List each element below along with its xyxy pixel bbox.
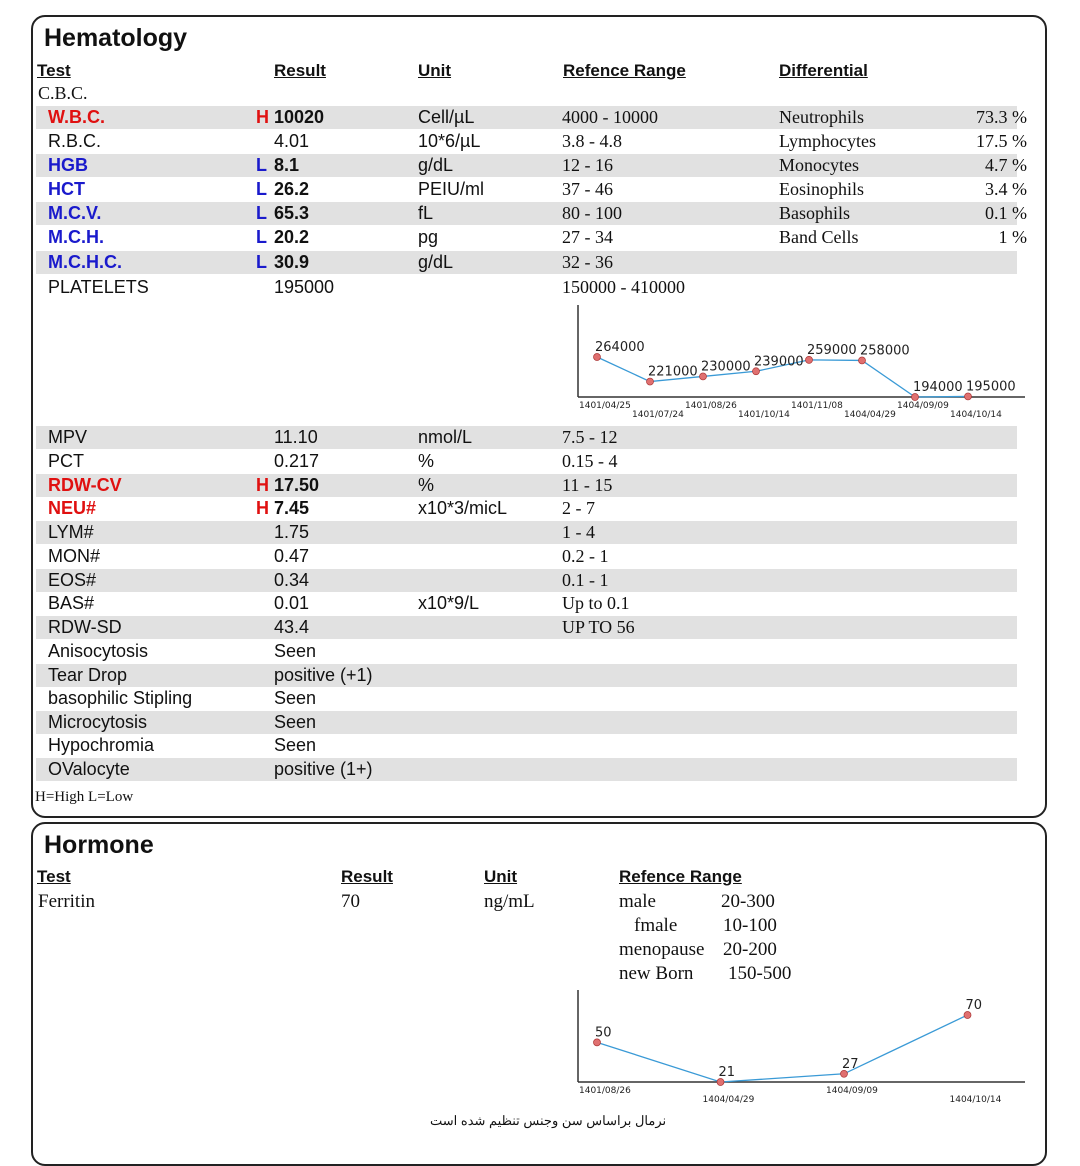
differential-name: Band Cells bbox=[779, 227, 859, 247]
result-value: 8.1 bbox=[274, 155, 300, 175]
reference-range: 150000 - 410000 bbox=[562, 277, 685, 297]
result-value: 0.34 bbox=[274, 570, 310, 590]
unit: % bbox=[418, 451, 435, 471]
hematology-title: Hematology bbox=[44, 24, 188, 52]
header-range: Refence Range bbox=[563, 61, 686, 80]
table-row bbox=[36, 521, 1017, 544]
result-value: Seen bbox=[274, 735, 317, 755]
unit: pg bbox=[418, 227, 439, 247]
table-row bbox=[36, 497, 1017, 520]
test-name: OValocyte bbox=[48, 759, 130, 779]
x-tick-label: 1404/04/29 bbox=[702, 1095, 755, 1105]
table-row bbox=[36, 758, 1017, 781]
x-tick-label: 1404/09/09 bbox=[897, 401, 949, 411]
table-row bbox=[36, 616, 1017, 639]
hormone-header-range: Refence Range bbox=[619, 867, 742, 886]
table-row bbox=[36, 276, 1017, 299]
table-row bbox=[36, 664, 1017, 687]
unit: fL bbox=[418, 203, 434, 223]
x-tick-label: 1401/04/25 bbox=[579, 401, 631, 411]
reference-range: Up to 0.1 bbox=[562, 593, 630, 613]
hormone-header-result: Result bbox=[341, 867, 393, 886]
ferritin-unit: ng/mL bbox=[484, 891, 535, 912]
header-test: Test bbox=[37, 61, 71, 80]
range-value: 150-500 bbox=[728, 963, 792, 984]
data-label: 50 bbox=[595, 1025, 612, 1041]
reference-range: UP TO 56 bbox=[562, 617, 635, 637]
series-line bbox=[597, 1015, 968, 1082]
header-result: Result bbox=[274, 61, 326, 80]
result-value: 7.45 bbox=[274, 498, 310, 518]
unit: PEIU/ml bbox=[418, 179, 485, 199]
data-label: 195000 bbox=[966, 379, 1016, 395]
differential-name: Monocytes bbox=[779, 155, 859, 175]
unit: Cell/µL bbox=[418, 107, 475, 127]
result-value: 10020 bbox=[274, 107, 325, 127]
x-tick-label: 1401/08/26 bbox=[579, 1086, 631, 1096]
result-value: 4.01 bbox=[274, 131, 310, 151]
range-value: 10-100 bbox=[723, 915, 777, 936]
differential-value: 1 % bbox=[998, 227, 1027, 247]
reference-range: 0.15 - 4 bbox=[562, 451, 618, 471]
test-name: NEU# bbox=[48, 498, 97, 518]
platelet-trend-chart bbox=[570, 300, 1030, 430]
table-row bbox=[36, 545, 1017, 568]
differential-value: 17.5 % bbox=[976, 131, 1027, 151]
table-row bbox=[36, 450, 1017, 473]
table-row bbox=[36, 569, 1017, 592]
x-tick-label: 1401/07/24 bbox=[632, 410, 684, 420]
data-label: 264000 bbox=[595, 340, 645, 355]
header-differential: Differential bbox=[779, 61, 868, 80]
test-name: W.B.C. bbox=[48, 107, 105, 127]
x-tick-label: 1401/10/14 bbox=[738, 410, 790, 420]
test-name: basophilic Stipling bbox=[48, 688, 193, 708]
reference-range: 37 - 46 bbox=[562, 179, 613, 199]
reference-range: 11 - 15 bbox=[562, 475, 613, 495]
group-label: C.B.C. bbox=[38, 83, 88, 103]
data-label: 21 bbox=[718, 1065, 736, 1080]
test-name: HGB bbox=[48, 155, 88, 175]
unit: g/dL bbox=[418, 252, 454, 272]
flag-low: L bbox=[256, 227, 267, 247]
x-tick-label: 1404/10/14 bbox=[949, 1095, 1002, 1105]
table-row bbox=[36, 687, 1017, 710]
unit: x10*9/L bbox=[418, 593, 480, 613]
test-name: HCT bbox=[48, 179, 85, 199]
reference-range: 27 - 34 bbox=[562, 227, 613, 247]
table-row bbox=[36, 202, 1027, 225]
unit: % bbox=[418, 475, 435, 495]
reference-range: 0.1 - 1 bbox=[562, 570, 609, 590]
x-tick-label: 1404/09/09 bbox=[826, 1086, 878, 1096]
table-row bbox=[36, 130, 1027, 153]
table-row bbox=[36, 106, 1027, 129]
test-name: LYM# bbox=[48, 522, 94, 542]
x-tick-label: 1404/10/14 bbox=[950, 410, 1002, 420]
table-row bbox=[36, 226, 1027, 249]
result-value: positive (1+) bbox=[274, 759, 373, 779]
result-value: 65.3 bbox=[274, 203, 310, 223]
result-value: positive (+1) bbox=[274, 665, 373, 685]
test-name: RDW-SD bbox=[48, 617, 122, 637]
reference-range: 2 - 7 bbox=[562, 498, 595, 518]
x-tick-label: 1401/11/08 bbox=[791, 401, 843, 411]
data-label: 239000 bbox=[754, 354, 804, 370]
differential-value: 0.1 % bbox=[985, 203, 1027, 223]
ferritin-result: 70 bbox=[341, 891, 360, 912]
unit: g/dL bbox=[418, 155, 454, 175]
data-label: 27 bbox=[842, 1056, 859, 1072]
data-label: 194000 bbox=[913, 380, 963, 395]
table-row bbox=[36, 640, 1017, 663]
range-value: 20-200 bbox=[723, 939, 777, 960]
differential-name: Eosinophils bbox=[779, 179, 865, 199]
test-name: R.B.C. bbox=[48, 131, 102, 151]
test-name: M.C.H.C. bbox=[48, 252, 122, 272]
result-value: Seen bbox=[274, 688, 317, 708]
result-value: Seen bbox=[274, 641, 317, 661]
test-name: BAS# bbox=[48, 593, 95, 613]
x-tick-label: 1404/04/29 bbox=[844, 410, 896, 420]
ferritin-trend-chart bbox=[570, 985, 1030, 1110]
differential-value: 73.3 % bbox=[976, 107, 1027, 127]
test-name: Anisocytosis bbox=[48, 641, 149, 661]
reference-range: 32 - 36 bbox=[562, 252, 613, 272]
flag-low: L bbox=[256, 203, 267, 223]
test-name: M.C.H. bbox=[48, 227, 104, 247]
range-label: new Born bbox=[619, 963, 694, 984]
result-value: 11.10 bbox=[274, 427, 318, 447]
table-row bbox=[36, 711, 1017, 734]
x-tick-label: 1401/08/26 bbox=[685, 401, 737, 411]
reference-range: 3.8 - 4.8 bbox=[562, 131, 622, 151]
test-name: M.C.V. bbox=[48, 203, 102, 223]
table-row bbox=[36, 251, 1017, 274]
test-name: PCT bbox=[48, 451, 84, 471]
hormone-header-test: Test bbox=[37, 867, 71, 886]
result-value: Seen bbox=[274, 712, 317, 732]
flag-low: L bbox=[256, 252, 267, 272]
test-name: Tear Drop bbox=[48, 665, 128, 685]
reference-range: 0.2 - 1 bbox=[562, 546, 609, 566]
flag-low: L bbox=[256, 155, 267, 175]
reference-range: 1 - 4 bbox=[562, 522, 595, 542]
data-label: 230000 bbox=[701, 359, 751, 375]
reference-range: 7.5 - 12 bbox=[562, 427, 618, 447]
data-label: 70 bbox=[965, 998, 983, 1013]
differential-value: 4.7 % bbox=[985, 155, 1027, 175]
range-label: fmale bbox=[634, 915, 678, 936]
test-name: Microcytosis bbox=[48, 712, 148, 732]
table-row bbox=[36, 474, 1017, 497]
result-value: 26.2 bbox=[274, 179, 310, 199]
result-value: 17.50 bbox=[274, 475, 320, 495]
result-value: 0.01 bbox=[274, 593, 310, 613]
ferritin-test: Ferritin bbox=[38, 891, 95, 912]
test-name: Hypochromia bbox=[48, 735, 155, 755]
test-name: PLATELETS bbox=[48, 277, 149, 297]
result-value: 30.9 bbox=[274, 252, 310, 272]
table-row bbox=[36, 154, 1027, 177]
table-row bbox=[36, 734, 1017, 757]
range-label: menopause bbox=[619, 939, 705, 960]
table-row bbox=[36, 592, 1017, 615]
test-name: MPV bbox=[48, 427, 88, 447]
flag-high: H bbox=[256, 498, 269, 518]
result-value: 195000 bbox=[274, 277, 335, 297]
reference-range: 4000 - 10000 bbox=[562, 107, 658, 127]
differential-name: Lymphocytes bbox=[779, 131, 876, 151]
reference-range: 12 - 16 bbox=[562, 155, 613, 175]
unit: x10*3/micL bbox=[418, 498, 508, 518]
test-name: EOS# bbox=[48, 570, 97, 590]
differential-value: 3.4 % bbox=[985, 179, 1027, 199]
test-name: MON# bbox=[48, 546, 101, 566]
test-name: RDW-CV bbox=[48, 475, 122, 495]
data-label: 221000 bbox=[648, 364, 698, 380]
reference-range: 80 - 100 bbox=[562, 203, 622, 223]
footer-note: نرمال براساس سن وجنس تنظیم شده است bbox=[430, 1113, 667, 1128]
range-value: 20-300 bbox=[721, 891, 775, 912]
unit: nmol/L bbox=[418, 427, 473, 447]
result-value: 0.47 bbox=[274, 546, 310, 566]
differential-name: Basophils bbox=[779, 203, 851, 223]
data-label: 258000 bbox=[860, 343, 910, 359]
hormone-header-unit: Unit bbox=[484, 867, 518, 886]
range-label: male bbox=[619, 891, 656, 912]
flag-high: H bbox=[256, 107, 269, 127]
unit: 10*6/µL bbox=[418, 131, 481, 151]
header-unit: Unit bbox=[418, 61, 452, 80]
result-value: 1.75 bbox=[274, 522, 310, 542]
flag-low: L bbox=[256, 179, 267, 199]
result-value: 43.4 bbox=[274, 617, 310, 637]
flag-legend: H=High L=Low bbox=[35, 789, 134, 805]
flag-high: H bbox=[256, 475, 269, 495]
result-value: 20.2 bbox=[274, 227, 310, 247]
differential-name: Neutrophils bbox=[779, 107, 864, 127]
result-value: 0.217 bbox=[274, 451, 320, 471]
data-label: 259000 bbox=[807, 342, 857, 358]
table-row bbox=[36, 178, 1027, 201]
hormone-title: Hormone bbox=[44, 831, 154, 859]
